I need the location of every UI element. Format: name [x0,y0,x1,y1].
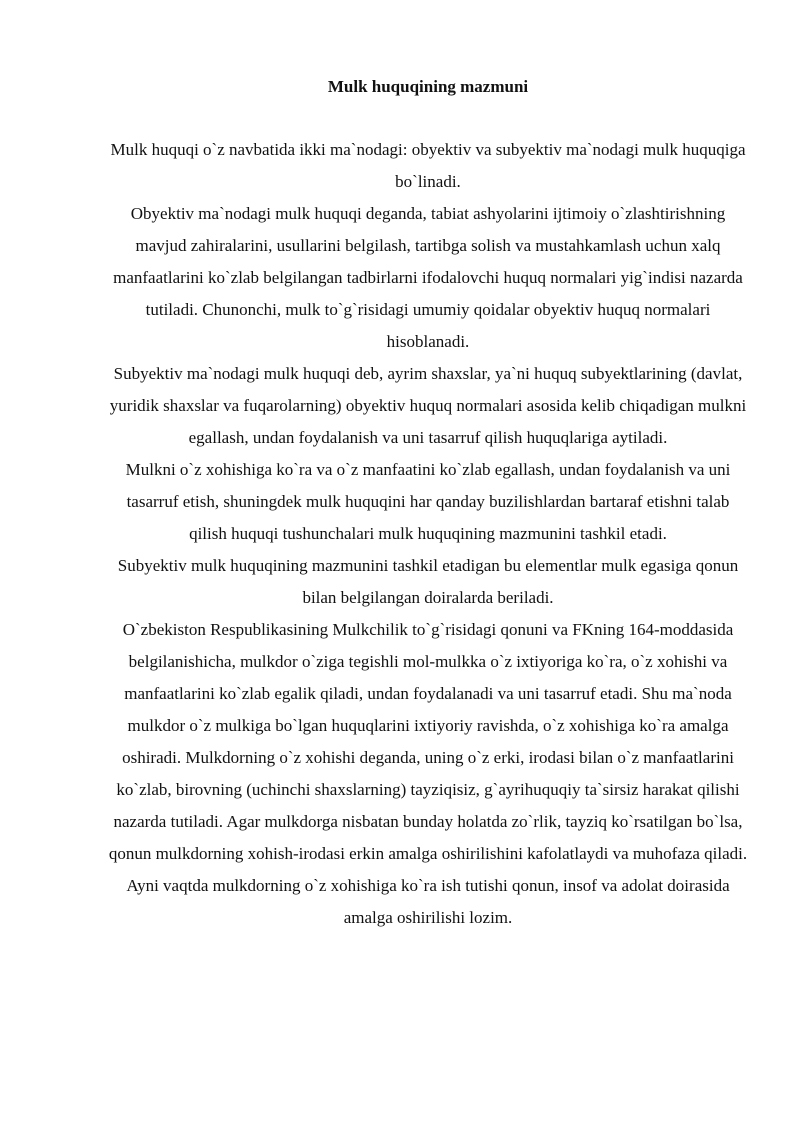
paragraph-1: Mulk huquqi o`z navbatida ikki ma`nodagi: obyektiv va subyektiv ma`nodagi mulk huquqiga bo`linadi. [110,140,746,191]
document-page [108,74,748,934]
paragraph-2: Obyektiv ma`nodagi mulk huquqi deganda, tabiat ashyolarini ijtimoiy o`zlashtirishning mavjud zahiralarini, usullarini belgilash, tartibga solish va mustahkamlash uchun xalq manfaatlarini ko`zlab belgilangan tadbirlarni ifodalovchi huquq normalari yig`indisi nazarda tutiladi. Chunonchi, mulk to`g`risidagi umumiy qoidalar obyektiv huquq normalari hisoblanadi. [113,204,743,351]
paragraph-5: Subyektiv mulk huquqining mazmunini tashkil etadigan bu elementlar mulk egasiga qonun bilan belgilangan doiralarda beriladi. [117,556,739,607]
paragraph-4: Mulkni o`z xohishiga ko`ra va o`z manfaatini ko`zlab egallash, undan foydalanish va uni tasarruf etish, shuningdek mulk huquqini har qanday buzilishlardan bartaraf etishni talab qilish huquqi tushunchalari mulk huquqining mazmunini tashkil etadi. [125,460,731,543]
paragraph-3: Subyektiv ma`nodagi mulk huquqi deb, ayrim shaxslar, ya`ni huquq subyektlarining (davlat, yuridik shaxslar va fuqarolarning) obyektiv huquq normalari asosida kelib chiqadigan mulkni egallash, undan foydalanish va uni tasarruf qilish huquqlariga aytiladi. [109,364,747,447]
document-title: Mulk huquqining mazmuni [327,77,529,96]
paragraph-6: O`zbekiston Respublikasining Mulkchilik to`g`risidagi qonuni va FKning 164-moddasida belgilanishicha, mulkdor o`ziga tegishli mol-mulkka o`z ixtiyoriga ko`ra, o`z xohishi va manfaatlarini ko`zlab egalik qiladi, undan foydalanadi va uni tasarruf etadi. Shu ma`noda mulkdor o`z mulkiga bo`lgan huquqlarini ixtiyoriy ravishda, o`z xohishiga ko`ra amalga oshiradi. Mulkdorning o`z xohishi deganda, uning o`z erki, irodasi bilan o`z manfaatlarini ko`zlab, birovning (uchinchi shaxslarning) tayziqisiz, g`ayrihuquqiy ta`sirsiz harakat qilishi nazarda tutiladi. Agar mulkdorga nisbatan bunday holatda zo`rlik, tayziq ko`rsatilgan bo`lsa, qonun mulkdorning xohish-irodasi erkin amalga oshirilishini kafolatlaydi va muhofaza qiladi. Ayni vaqtda mulkdorning o`z xohishiga ko`ra ish tutishi qonun, insof va adolat doirasida amalga oshirilishi lozim. [108,620,748,927]
